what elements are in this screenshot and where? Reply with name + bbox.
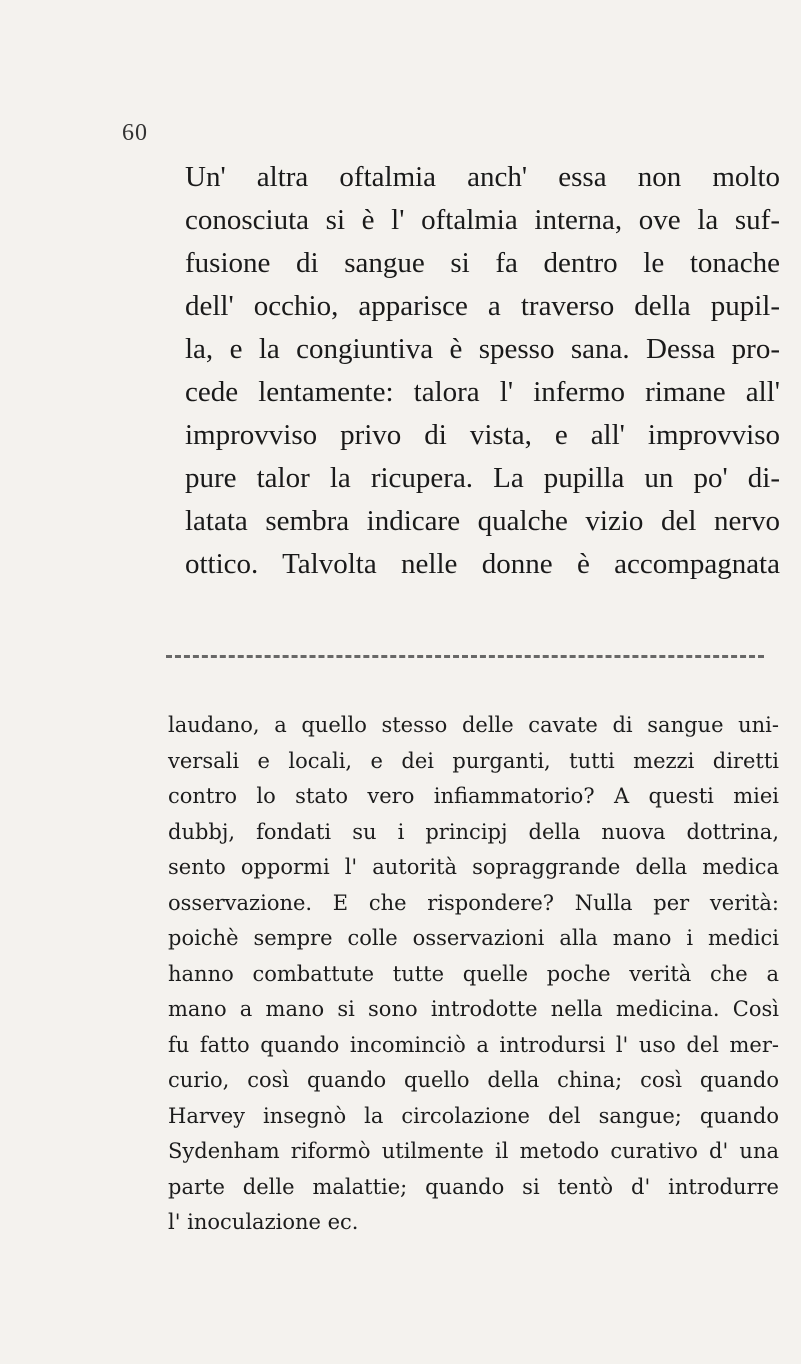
main-text-line: pure talor la ricupera. La pupilla un po' di- <box>185 462 780 494</box>
footnote-line: mano a mano si sono introdotte nella medicina. Così <box>168 997 779 1021</box>
footnote-line: l' inoculazione ec. <box>168 1210 359 1234</box>
footnote-line: Sydenham riformò utilmente il metodo curativo d' una <box>168 1139 779 1163</box>
footnote-line: fu fatto quando incominciò a introdursi l' uso del mer- <box>168 1032 779 1057</box>
footnote-line: laudano, a quello stesso delle cavate di sangue uni- <box>168 713 779 737</box>
main-text-line: cede lentamente: talora l' infermo rimane all' <box>185 376 780 408</box>
footnote-line: hanno combattute tutte quelle poche verità che a <box>168 961 779 986</box>
footnote-line: dubbj, fondati su i principj della nuova dottrina, <box>168 819 779 844</box>
footnote-line: poichè sempre colle osservazioni alla mano i medici <box>168 926 779 950</box>
main-text-line: dell' occhio, apparisce a traverso della pupil- <box>185 290 780 322</box>
main-text-line: Un' altra oftalmia anch' essa non molto <box>185 161 780 193</box>
footnote-line: parte delle malattie; quando si tentò d' introdurre <box>168 1174 779 1199</box>
main-text-line: ottico. Talvolta nelle donne è accompagnata <box>185 548 780 580</box>
main-text-line: latata sembra indicare qualche vizio del nervo <box>185 505 780 537</box>
main-text-line: la, e la congiuntiva è spesso sana. Dessa pro- <box>185 333 780 365</box>
footnote-line: curio, così quando quello della china; così quando <box>168 1068 779 1092</box>
footnote-line: versali e locali, e dei purganti, tutti mezzi diretti <box>168 748 779 773</box>
footnote-line: contro lo stato vero infiammatorio? A questi miei <box>168 784 779 808</box>
footnote-line: sento oppormi l' autorità sopraggrande della medica <box>168 855 779 879</box>
main-text-line: improvviso privo di vista, e all' improvviso <box>185 419 780 451</box>
main-paragraph <box>185 156 780 586</box>
page-number: 60 <box>122 120 148 146</box>
main-text-line: fusione di sangue si fa dentro le tonache <box>185 247 780 279</box>
footnote-line: Harvey insegnò la circolazione del sangue; quando <box>168 1103 779 1128</box>
footnote-paragraph <box>168 708 779 1241</box>
main-text-line: conosciuta si è l' oftalmia interna, ove la suf- <box>185 204 780 236</box>
section-divider <box>166 655 764 658</box>
footnote-line: osservazione. E che rispondere? Nulla per verità: <box>168 890 779 915</box>
